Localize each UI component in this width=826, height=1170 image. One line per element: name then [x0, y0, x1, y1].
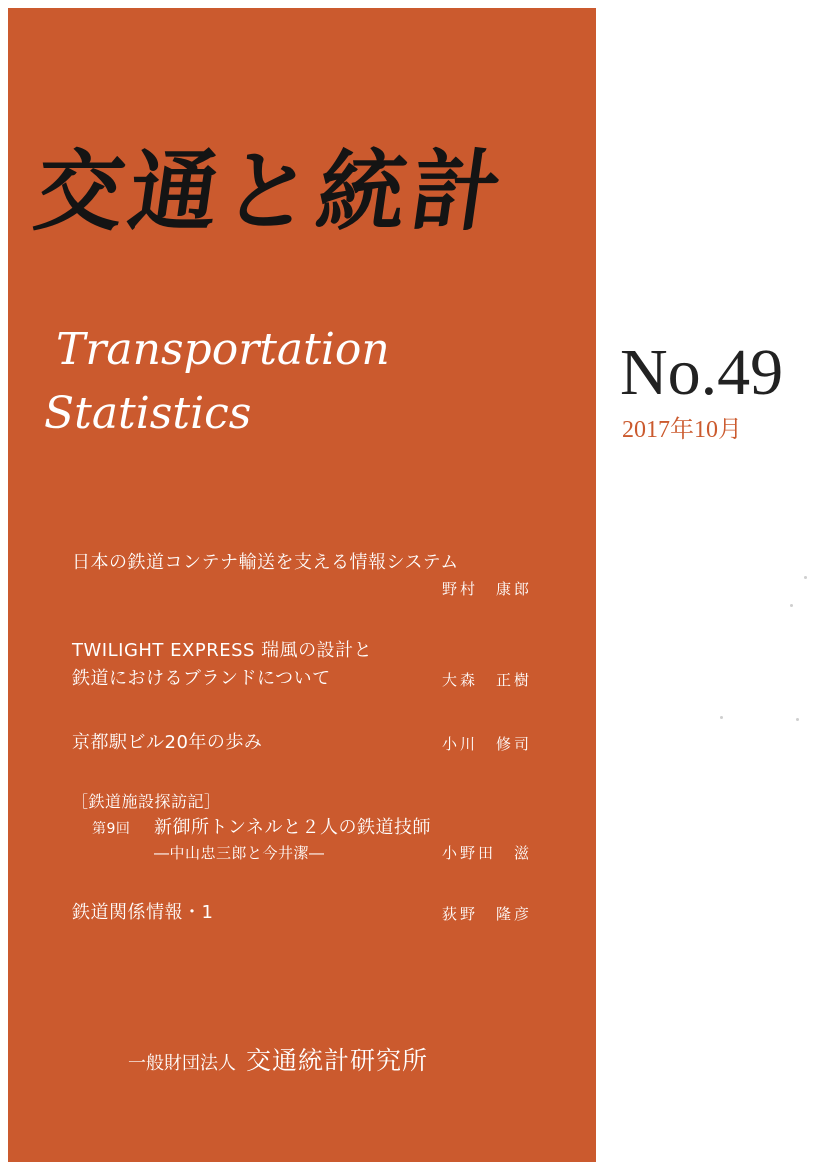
toc-item-author: 野村 康郎 — [442, 580, 533, 598]
journal-title-japanese: 交通と統計 — [28, 140, 514, 243]
toc-item-author: 小川 修司 — [442, 735, 533, 753]
toc-item-author: 荻野 隆彦 — [442, 905, 533, 923]
toc-item-title: 日本の鉄道コンテナ輸送を支える情報システム — [72, 552, 459, 573]
scan-speck — [804, 576, 807, 579]
toc-item-title: 京都駅ビル20年の歩み — [72, 732, 263, 753]
journal-title-english-line2: Statistics — [44, 388, 252, 439]
publisher-name: 交通統計研究所 — [246, 1046, 429, 1075]
journal-title-english-line1: Transportation — [56, 324, 390, 375]
scan-speck — [720, 716, 723, 719]
toc-item-title: 鉄道におけるブランドについて — [72, 668, 331, 689]
toc-item-author: 大森 正樹 — [442, 671, 533, 689]
publisher — [128, 1048, 428, 1073]
scan-speck — [796, 718, 799, 721]
toc-item-title: 新御所トンネルと２人の鉄道技師 — [154, 817, 431, 838]
toc-item-title: 鉄道関係情報・1 — [72, 902, 214, 923]
toc-item-title: TWILIGHT EXPRESS 瑞風の設計と — [72, 640, 373, 661]
toc-episode-number: 第9回 — [92, 821, 131, 837]
toc-series-label: ［鉄道施設探訪記］ — [72, 792, 221, 811]
toc-item-author: 小野田 滋 — [442, 844, 533, 862]
toc-item-subtitle: ―中山忠三郎と今井潔― — [154, 844, 325, 862]
scan-speck — [790, 604, 793, 607]
issue-date: 2017年10月 — [622, 417, 742, 443]
issue-number: No.49 — [620, 336, 784, 409]
publisher-org-type: 一般財団法人 — [128, 1053, 236, 1074]
